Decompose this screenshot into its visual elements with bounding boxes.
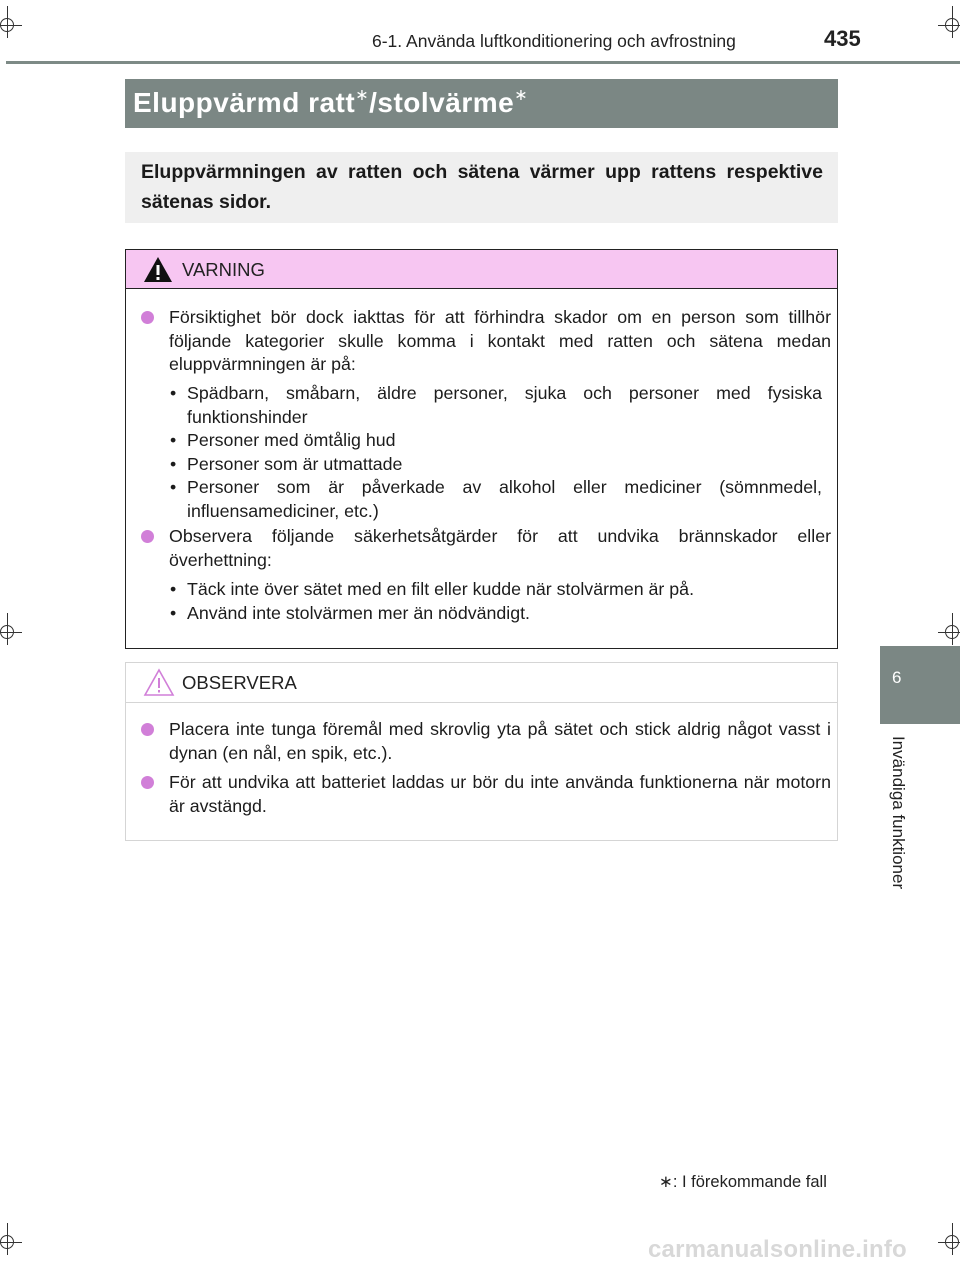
intro-box bbox=[125, 152, 838, 223]
chapter-label-text: Invändiga funktioner bbox=[889, 736, 908, 890]
warning-item bbox=[141, 525, 831, 572]
intro-text: Eluppvärmningen av ratten och sätena värmer upp rattens respektive sätenas sidor. bbox=[141, 161, 823, 213]
warning-sublist bbox=[170, 382, 822, 523]
title-second: /stolvärme bbox=[369, 87, 515, 118]
notice-box bbox=[125, 662, 838, 841]
warning-item-text: Försiktighet bör dock iakttas för att förhindra skador om en person som tillhör följande kategorier skulle komma i kontakt med ratten och sätena medan eluppvärmningen är på: bbox=[169, 307, 831, 374]
page-title bbox=[133, 85, 528, 119]
notice-item bbox=[141, 718, 831, 765]
list-item: • Personer med ömtålig hud bbox=[170, 429, 822, 453]
header-divider bbox=[6, 61, 960, 64]
section-heading: 6-1. Använda luftkonditionering och avfrostning bbox=[372, 31, 736, 51]
bullet-icon bbox=[141, 776, 154, 789]
notice-header bbox=[126, 663, 837, 703]
chapter-tab bbox=[880, 646, 960, 724]
list-item: • Använd inte stolvärmen mer än nödvändigt. bbox=[170, 602, 822, 626]
warning-icon bbox=[143, 256, 173, 283]
warning-sublist bbox=[170, 578, 822, 625]
notice-item-text: Placera inte tunga föremål med skrovlig yta på sätet och stick aldrig något vasst i dynan (en nål, en spik, etc.). bbox=[169, 719, 831, 763]
warning-label: VARNING bbox=[182, 259, 265, 280]
notice-label: OBSERVERA bbox=[182, 672, 297, 693]
title-footnote-mark: ∗ bbox=[355, 87, 370, 104]
title-main: Eluppvärmd ratt bbox=[133, 87, 356, 118]
warning-item-text: Observera följande säkerhetsåtgärder för att undvika brännskador eller överhettning: bbox=[169, 526, 831, 570]
warning-header bbox=[126, 250, 837, 289]
bullet-icon bbox=[141, 311, 154, 324]
title-bar bbox=[125, 79, 838, 128]
footnote: ∗: I förekommande fall bbox=[659, 1173, 827, 1191]
title-footnote-mark-2: ∗ bbox=[514, 87, 529, 104]
list-item: • Personer som är utmattade bbox=[170, 453, 822, 477]
list-item: • Täck inte över sätet med en filt eller kudde när stolvärmen är på. bbox=[170, 578, 822, 602]
bullet-icon bbox=[141, 723, 154, 736]
notice-item-text: För att undvika att batteriet laddas ur bör du inte använda funktionerna när motorn är avstängd. bbox=[169, 772, 831, 816]
chapter-label bbox=[888, 736, 910, 911]
list-item: • Spädbarn, småbarn, äldre personer, sjuka och personer med fysiska funktionshinder bbox=[170, 382, 822, 429]
warning-box bbox=[125, 249, 838, 649]
watermark: carmanualsonline.info bbox=[648, 1236, 907, 1263]
bullet-icon bbox=[141, 530, 154, 543]
list-item: • Personer som är påverkade av alkohol eller mediciner (sömnmedel, influensamediciner, etc.) bbox=[170, 476, 822, 523]
chapter-number: 6 bbox=[892, 668, 902, 687]
caution-icon bbox=[143, 668, 175, 697]
warning-item bbox=[141, 306, 831, 377]
page-number: 435 bbox=[824, 26, 861, 51]
notice-item bbox=[141, 771, 831, 818]
